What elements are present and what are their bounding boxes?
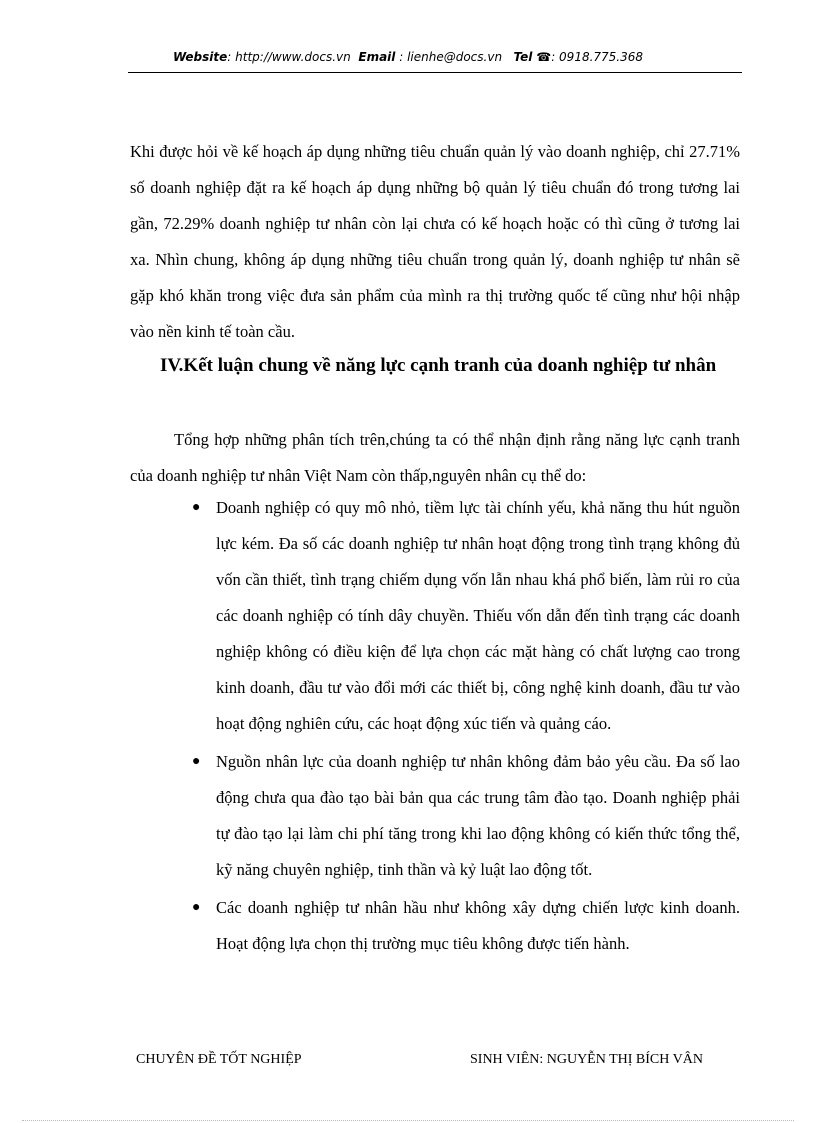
paragraph-2: Tổng hợp những phân tích trên,chúng ta có thể nhận định rằng năng lực cạnh tranh của doanh nghiệp tư nhân Việt Nam còn thấp,nguyên nhân cụ thể do: bbox=[130, 430, 740, 485]
page-header bbox=[0, 50, 816, 64]
paragraph-1: Khi được hỏi về kế hoạch áp dụng những tiêu chuẩn quản lý vào doanh nghiệp, chỉ 27.71% số doanh nghiệp đặt ra kế hoạch áp dụng những bộ quản lý tiêu chuẩn đó trong tương lai gần, 72.29% doanh nghiệp tư nhân còn lại chưa có kế hoạch hoặc có thì cũng ở tương lai xa. Nhìn chung, không áp dụng những tiêu chuẩn trong quản lý, doanh nghiệp tư nhân sẽ gặp khó khăn trong việc đưa sản phẩm của mình ra thị trường quốc tế cũng như hội nhập vào nền kinh tế toàn cầu. bbox=[130, 142, 740, 341]
footer-right: SINH VIÊN: NGUYỄN THỊ BÍCH VÂN bbox=[470, 1052, 703, 1067]
bullet-text: Các doanh nghiệp tư nhân hầu như không xây dựng chiến lược kinh doanh. Hoạt động lựa chọn thị trường mục tiêu không được tiến hành. bbox=[216, 898, 740, 953]
footer-left: CHUYÊN ĐỀ TỐT NGHIỆP bbox=[136, 1052, 302, 1067]
website-value: : http://www.docs.vn bbox=[227, 50, 351, 64]
bullet-item bbox=[130, 490, 740, 742]
bullet-text: Nguồn nhân lực của doanh nghiệp tư nhân không đảm bảo yêu cầu. Đa số lao động chưa qua đào tạo bài bản qua các trung tâm đào tạo. Doanh nghiệp phải tự đào tạo lại làm chi phí tăng trong khi lao động không có kiến thức tổng thể, kỹ năng chuyên nghiệp, tinh thần và kỷ luật lao động tốt. bbox=[216, 752, 740, 879]
bullet-item bbox=[130, 744, 740, 888]
bullet-icon: ● bbox=[192, 754, 201, 769]
bullet-icon: ● bbox=[192, 500, 201, 515]
header-divider bbox=[128, 72, 742, 73]
bullet-icon: ● bbox=[192, 900, 201, 915]
email-value: : lienhe@docs.vn bbox=[395, 50, 503, 64]
footer-divider bbox=[22, 1120, 794, 1121]
bullet-text: Doanh nghiệp có quy mô nhỏ, tiềm lực tài chính yếu, khả năng thu hút nguồn lực kém. Đa số các doanh nghiệp tư nhân hoạt động trong tình trạng không đủ vốn cần thiết, tình trạng chiếm dụng vốn lẫn nhau khá phổ biến, làm rủi ro của các doanh nghiệp có tính dây chuyền. Thiếu vốn dẫn đến tình trạng các doanh nghiệp không có điều kiện để lựa chọn các mặt hàng có chất lượng cao trong kinh doanh, đầu tư vào đổi mới các thiết bị, công nghệ kinh doanh, đầu tư vào hoạt động nghiên cứu, các hoạt động xúc tiến và quảng cáo. bbox=[216, 498, 740, 733]
phone-icon: ☎ bbox=[536, 50, 552, 64]
bullet-list bbox=[130, 490, 740, 964]
bullet-item bbox=[130, 890, 740, 962]
tel-value: : 0918.775.368 bbox=[551, 50, 644, 64]
tel-label: Tel bbox=[513, 50, 533, 64]
website-label: Website bbox=[172, 50, 228, 64]
email-label: Email bbox=[358, 50, 396, 64]
section-heading: IV.Kết luận chung về năng lực cạnh tranh của doanh nghiệp tư nhân bbox=[160, 355, 717, 376]
